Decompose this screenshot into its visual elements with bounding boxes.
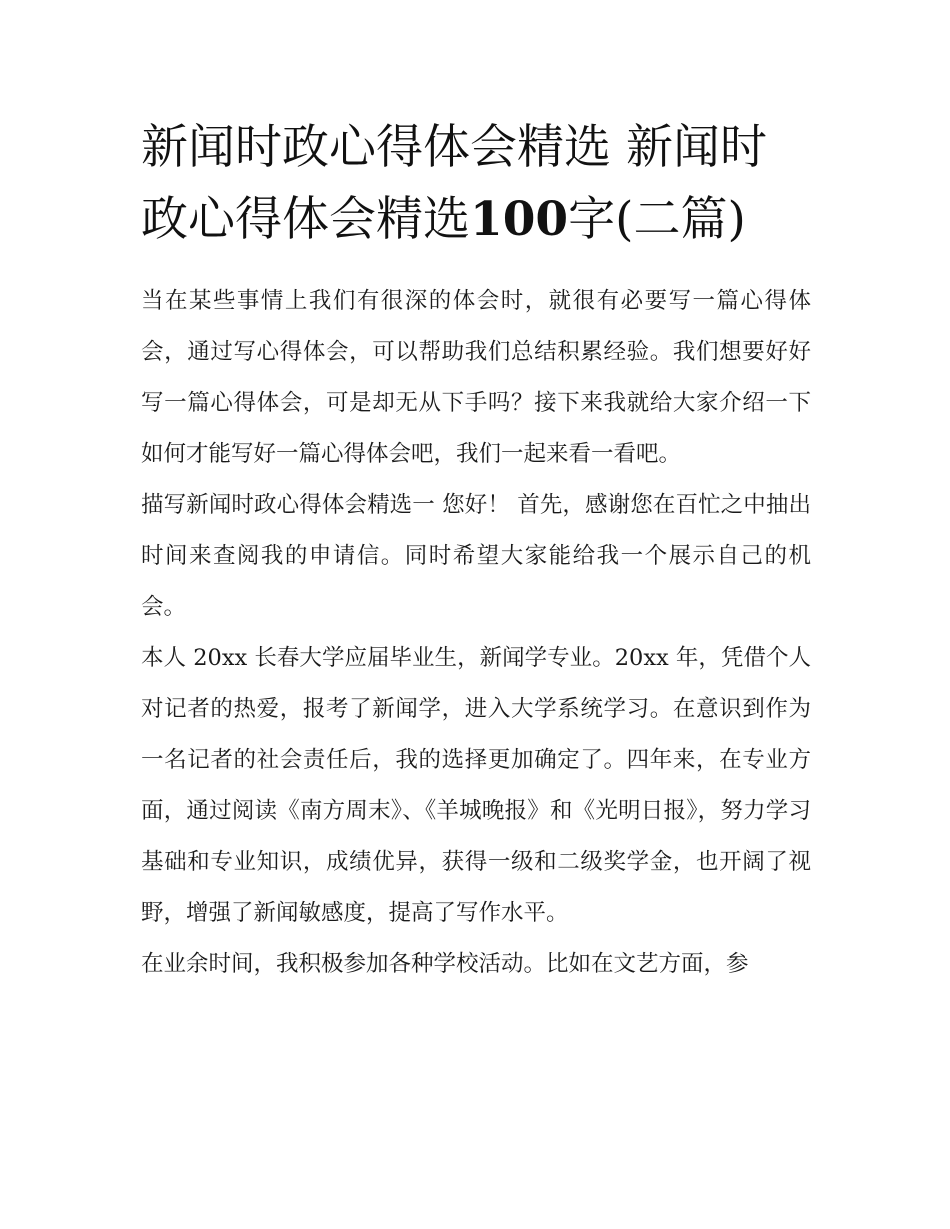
document-body (141, 276, 811, 990)
title-tail-text: 字(二篇) (568, 192, 746, 247)
paragraph-activities: 在业余时间，我积极参加各种学校活动。比如在文艺方面，参 (141, 951, 749, 977)
paragraph-intro: 当在某些事情上我们有很深的体会时，就很有必要写一篇心得体会，通过写心得体会，可以帮助我们总结积累经验。我们想要好好写一篇心得体会，可是却无从下手吗？接下来我就给大家介绍一下如何才能写好一篇心得体会吧，我们一起来看一看吧。 (141, 288, 811, 467)
title-main-text: 新闻时政心得体会精选 新闻时政心得体会精选 (141, 120, 767, 247)
title-number: 100 (470, 192, 569, 247)
paragraph-background: 本人 20xx 长春大学应届毕业生，新闻学专业。20xx 年，凭借个人对记者的热爱，报考了新闻学，进入大学系统学习。在意识到作为一名记者的社会责任后，我的选择更加确定了。四年来，在专业方面，通过阅读《南方周末》、《羊城晚报》和《光明日报》，努力学习基础和专业知识，成绩优异，获得一级和二级奖学金，也开阔了视野，增强了新闻敏感度，提高了写作水平。 (141, 645, 811, 926)
paragraph-greeting: 描写新闻时政心得体会精选一 您好！ 首先，感谢您在百忙之中抽出时间来查阅我的申请信。同时希望大家能给我一个展示自己的机会。 (141, 492, 811, 620)
document-title (141, 112, 811, 256)
